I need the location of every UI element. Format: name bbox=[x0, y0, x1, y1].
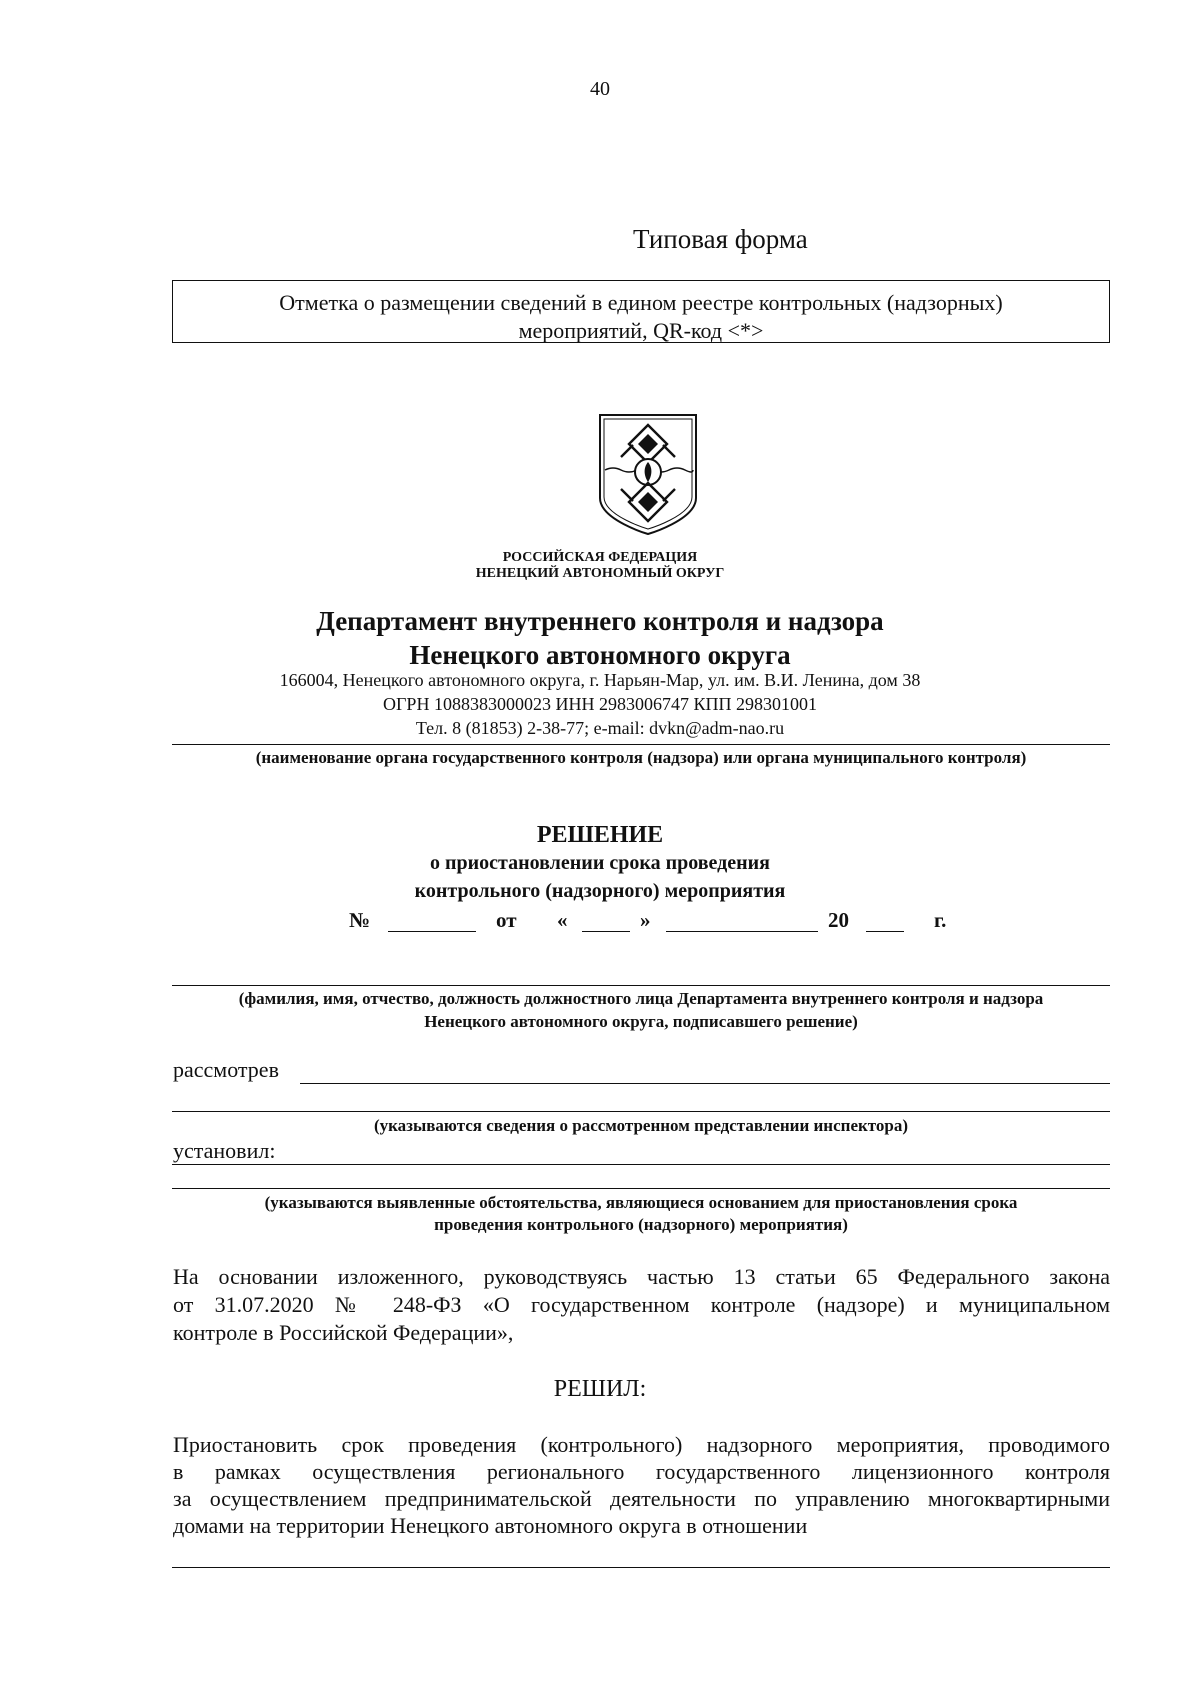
resolution-paragraph-line2: в рамках осуществления регионального государственного лицензионного контроля bbox=[173, 1459, 1110, 1484]
decision-subtitle-line1: о приостановлении срока проведения bbox=[430, 852, 770, 874]
basis-paragraph-line2: от 31.07.2020 № 248-ФЗ «О государственном контроле (надзоре) и муниципальном bbox=[173, 1292, 1110, 1317]
official-caption-line2: Ненецкого автономного округа, подписавшего решение) bbox=[424, 1012, 858, 1031]
grounds-caption-line2: проведения контрольного (надзорного) мероприятия) bbox=[434, 1215, 848, 1234]
basis-paragraph-line1: На основании изложенного, руководствуясь частью 13 статьи 65 Федерального закона bbox=[173, 1264, 1110, 1289]
number-sign: № bbox=[349, 908, 371, 932]
grounds-caption-line1: (указываются выявленные обстоятельства, являющиеся основанием для приостановления срока bbox=[264, 1193, 1018, 1212]
established-line bbox=[172, 1164, 1110, 1165]
decision-subtitle-line2: контрольного (надзорного) мероприятия bbox=[414, 880, 786, 902]
review-caption: (указываются сведения о рассмотренном представлении инспектора) bbox=[373, 1116, 909, 1135]
official-signature-line bbox=[172, 985, 1110, 986]
official-caption-line1: (фамилия, имя, отчество, должность должностного лица Департамента внутреннего контроля и надзора bbox=[238, 989, 1044, 1008]
country-name: РОССИЙСКАЯ ФЕДЕРАЦИЯ bbox=[502, 550, 698, 565]
form-type-label: Типовая форма bbox=[633, 224, 808, 254]
from-label: от bbox=[496, 908, 517, 932]
decided-heading: РЕШИЛ: bbox=[553, 1376, 647, 1402]
department-name-line2: Ненецкого автономного округа bbox=[409, 640, 791, 670]
resolution-paragraph-line1: Приостановить срок проведения (контрольного) надзорного мероприятия, проводимого bbox=[173, 1432, 1110, 1457]
registry-mark-text-line2: мероприятий, QR-код <*> bbox=[518, 318, 764, 343]
decision-number-blank bbox=[388, 931, 476, 932]
department-address: 166004, Ненецкого автономного округа, г. Нарьян-Мар, ул. им. В.И. Ленина, дом 38 bbox=[279, 670, 921, 690]
month-blank bbox=[666, 931, 818, 932]
considered-line bbox=[300, 1083, 1110, 1084]
organ-name-caption: (наименование органа государственного контроля (надзора) или органа муниципального контроля) bbox=[255, 748, 1027, 767]
resolution-paragraph-line4: домами на территории Ненецкого автономного округа в отношении bbox=[173, 1513, 808, 1538]
established-label: установил: bbox=[173, 1138, 276, 1163]
considered-line-2 bbox=[172, 1111, 1110, 1112]
year-blank bbox=[866, 931, 904, 932]
quote-close: » bbox=[640, 908, 651, 932]
registry-mark-text-line1: Отметка о размещении сведений в едином реестре контрольных (надзорных) bbox=[279, 290, 1003, 315]
department-contacts: Тел. 8 (81853) 2-38-77; e-mail: dvkn@adm-nao.ru bbox=[415, 718, 785, 738]
established-line-2 bbox=[172, 1188, 1110, 1189]
basis-paragraph-line3: контроле в Российской Федерации», bbox=[173, 1320, 514, 1345]
region-name: НЕНЕЦКИЙ АВТОНОМНЫЙ ОКРУГ bbox=[475, 566, 725, 581]
coat-of-arms-icon bbox=[597, 412, 699, 537]
header-divider bbox=[172, 744, 1110, 745]
resolution-paragraph-line3: за осуществлением предпринимательской деятельности по управлению многоквартирными bbox=[173, 1486, 1110, 1511]
subject-line bbox=[172, 1567, 1110, 1568]
day-blank bbox=[582, 931, 630, 932]
department-registration: ОГРН 1088383000023 ИНН 2983006747 КПП 298301001 bbox=[383, 694, 817, 714]
year-suffix: г. bbox=[934, 908, 947, 932]
decision-title: РЕШЕНИЕ bbox=[536, 822, 664, 848]
department-name-line1: Департамент внутреннего контроля и надзора bbox=[316, 606, 884, 636]
year-prefix: 20 bbox=[828, 908, 849, 932]
quote-open: « bbox=[557, 908, 568, 932]
considered-label: рассмотрев bbox=[173, 1057, 279, 1082]
page-number: 40 bbox=[590, 78, 610, 100]
